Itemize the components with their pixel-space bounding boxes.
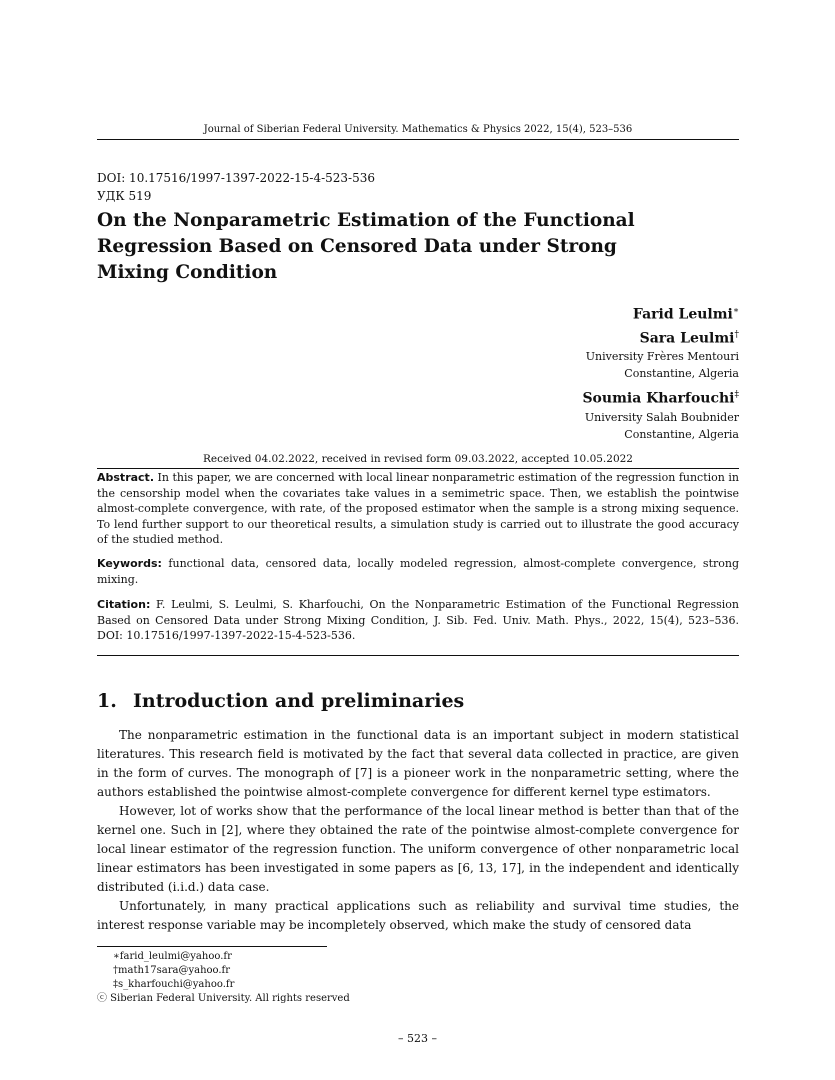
doi: DOI: 10.17516/1997-1397-2022-15-4-523-536 [97,171,376,185]
author-2: Sara Leulmi† [639,329,739,347]
keywords-label: Keywords: [97,557,162,570]
body-text [97,726,739,935]
affiliation-2: University Salah Boubnider [584,410,739,424]
author-block [582,301,739,443]
section-heading [97,690,464,712]
paragraph: However, lot of works show that the performance of the local linear method is better than that of the kernel one. Such in [2], where they obtained the rate of the pointwise almost-complete convergence for local linear estimator of the regression function. The uniform convergence of other nonparametric local linear estimators has been investigated in some papers as [6, 13, 17], in the independent and identically distributed (i.i.d.) data case. [97,804,739,894]
author-3: Soumia Kharfouchi‡ [582,390,739,407]
citation [97,597,739,644]
header-rule [97,139,739,140]
keywords [97,556,739,587]
abstract-label: Abstract. [97,471,154,484]
paper-title: On the Nonparametric Estimation of the Functional Regression Based on Censored Data under Strong Mixing Condition [97,210,635,283]
affiliation-2-city: Constantine, Algeria [624,427,739,441]
citation-label: Citation: [97,598,151,611]
affiliation-1-city: Constantine, Algeria [624,367,739,381]
abstract-bottom-rule [97,655,739,656]
footnote-rule [97,946,327,947]
section-title: Introduction and preliminaries [133,690,465,712]
udk-code: УДК 519 [97,189,152,203]
footnotes [97,950,350,1006]
citation-text: F. Leulmi, S. Leulmi, S. Kharfouchi, On the Nonparametric Estimation of the Functional Regression Based on Censored Data under Strong Mixing Condition, J. Sib. Fed. Univ. Math. Phys., 2022, 15(4), 523–536. DOI: 10.17516/1997-1397-2022-15-4-523-536. [97,598,739,642]
footnote: ∗farid_leulmi@yahoo.fr [113,951,232,962]
abstract [97,470,739,548]
paragraph: The nonparametric estimation in the functional data is an important subject in modern statistical literatures. This research field is motivated by the fact that several data collected in practice, are given in the form of curves. The monograph of [7] is a pioneer work in the nonparametric setting, where the authors established the pointwise almost-complete convergence for different kernel type estimators. [97,728,739,799]
page-number: – 523 – [398,1032,437,1045]
author-1: Farid Leulmi∗ [632,306,739,323]
section-number: 1. [97,690,117,712]
running-header: Journal of Siberian Federal University. Mathematics & Physics 2022, 15(4), 523–536 [203,124,633,135]
footnote: †math17sara@yahoo.fr [113,965,231,976]
abstract-text: In this paper, we are concerned with local linear nonparametric estimation of the regression function in the censorship model when the covariates take values in a semimetric space. Then, we establish the pointwise almost-complete convergence, with rate, of the proposed estimator when the sample is a strong mixing sequence. To lend further support to our theoretical results, a simulation study is carried out to illustrate the good accuracy of the studied method. [97,471,740,546]
copyright-notice: ⓒ Siberian Federal University. All rights reserved [97,993,350,1004]
received-dates: Received 04.02.2022, received in revised form 09.03.2022, accepted 10.05.2022 [203,453,633,465]
affiliation-1: University Frères Mentouri [585,350,739,364]
keywords-text: functional data, censored data, locally modeled regression, almost-complete convergence, strong mixing. [97,557,740,586]
footnote: ‡s_kharfouchi@yahoo.fr [113,979,235,990]
abstract-top-rule [97,468,739,469]
paragraph: Unfortunately, in many practical applications such as reliability and survival time studies, the interest response variable may be incompletely observed, which make the study of censored data [97,899,739,932]
